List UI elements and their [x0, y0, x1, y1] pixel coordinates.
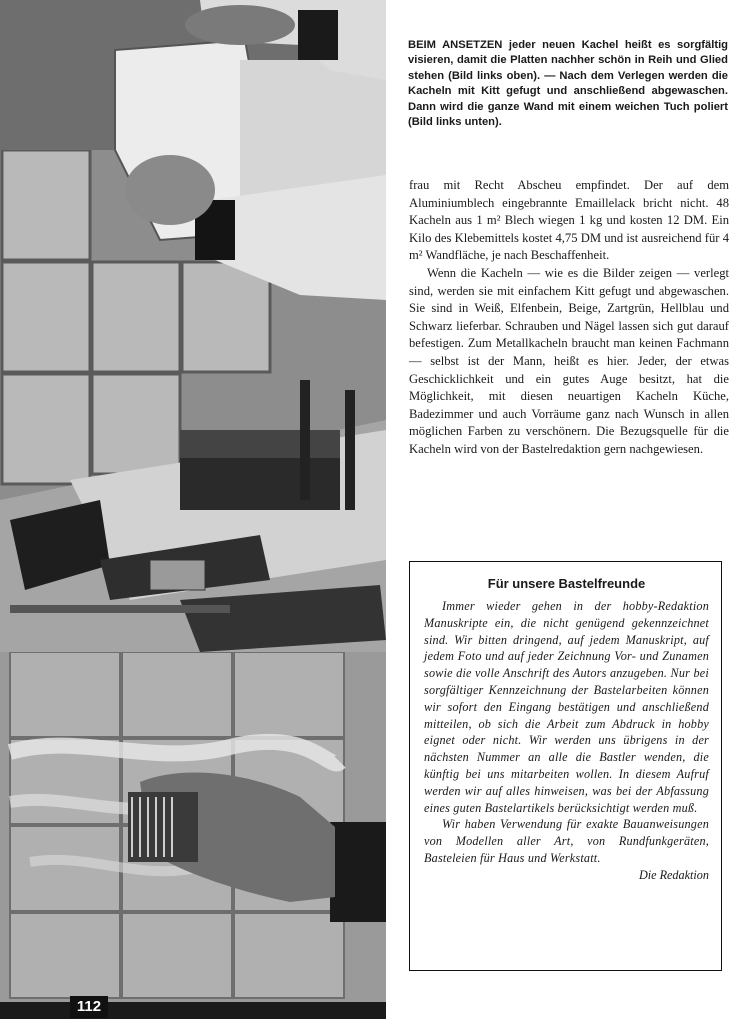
photo-tile-placement: [0, 0, 386, 652]
notice-signature: Die Redaktion: [638, 867, 709, 882]
article-paragraph: Wenn die Kacheln — wie es die Bilder zeigen — verlegt sind, werden sie mit einfachem Kitt gefugt und abgewaschen. Sie sind in Weiß, Elfenbein, Beige, Zartgrün, Hellblau und Schwarz lieferbar. Schrauben und Nägel lassen sich gut darauf befestigen. Zum Metallkacheln braucht man keinen Fachmann — selbst ist der Mann, heißt es hier. Jeder, der etwas Geschicklichkeit und ein gutes Auge besitzt, hat die Möglichkeit, mit diesen neuartigen Kacheln Küche, Badezimmer und auch Vorräume ganz nach Wunsch in allen möglichen Farben zu verschönern. Die Bezugsquelle für die Kacheln wird von der Bastelredaktion gern nachgewiesen.: [409, 265, 729, 456]
photo-caption: [408, 38, 728, 130]
caption-lead: BEIM ANSETZEN: [408, 39, 503, 51]
photo-wiping-tiles: [0, 652, 386, 1019]
caption-text: jeder neuen Kachel heißt es sorgfältig visieren, damit die Platten nachher schön in Reih und Glied stehen (Bild links oben). — Nach dem Verlegen werden die Kacheln mit Kitt gefugt und anschließend abgewaschen. Dann wird die ganze Wand mit einem weichen Tuch poliert (Bild links unten).: [408, 39, 729, 129]
notice-title: Für unsere Bastelfreunde: [487, 576, 646, 591]
notice-paragraph: Immer wieder gehen in der hobby-Redaktion Manuskripte ein, die nicht genügend gekennzeichnet sind. Wir bitten dringend, auf jedem Manuskript, auf jedem Foto und auf jeder Zeichnung Vor- und Zunamen sowie die volle Anschrift des Autors anzugeben. Nur bei sorgfältiger Kennzeichnung der Bastelarbeiten können wir sofort den Eingang bestätigen und anschließend mitteilen, ob sich die Arbeit zum Abdruck in hobby eignet oder nicht. Wir werden uns übrigens in der nächsten Nummer an alle die Bastler wenden, die künftig bei uns mitarbeiten wollen. In diesem Aufruf werden wir auf alles hinweisen, was bei der Abfassung eines guten Bastelartikels berücksichtigt werden muß.: [424, 599, 709, 815]
notice-body: [424, 598, 709, 867]
notice-box: [409, 561, 722, 971]
page-number: 112: [70, 996, 108, 1018]
notice-paragraph: Wir haben Verwendung für exakte Bauanweisungen von Modellen aller Art, von Rundfunkgeräten, Basteleien für Haus und Werkstatt.: [424, 817, 709, 865]
article-body: [409, 177, 729, 459]
article-paragraph: frau mit Recht Abscheu empfindet. Der auf dem Aluminiumblech eingebrannte Emaillelack bricht nicht. 48 Kacheln aus 1 m² Blech wiegen 1 kg und kosten 12 DM. Ein Kilo des Klebemittels kostet 4,75 DM und ist ausreichend für 4 m² Wandfläche, je nach Beschaffenheit.: [409, 178, 729, 263]
